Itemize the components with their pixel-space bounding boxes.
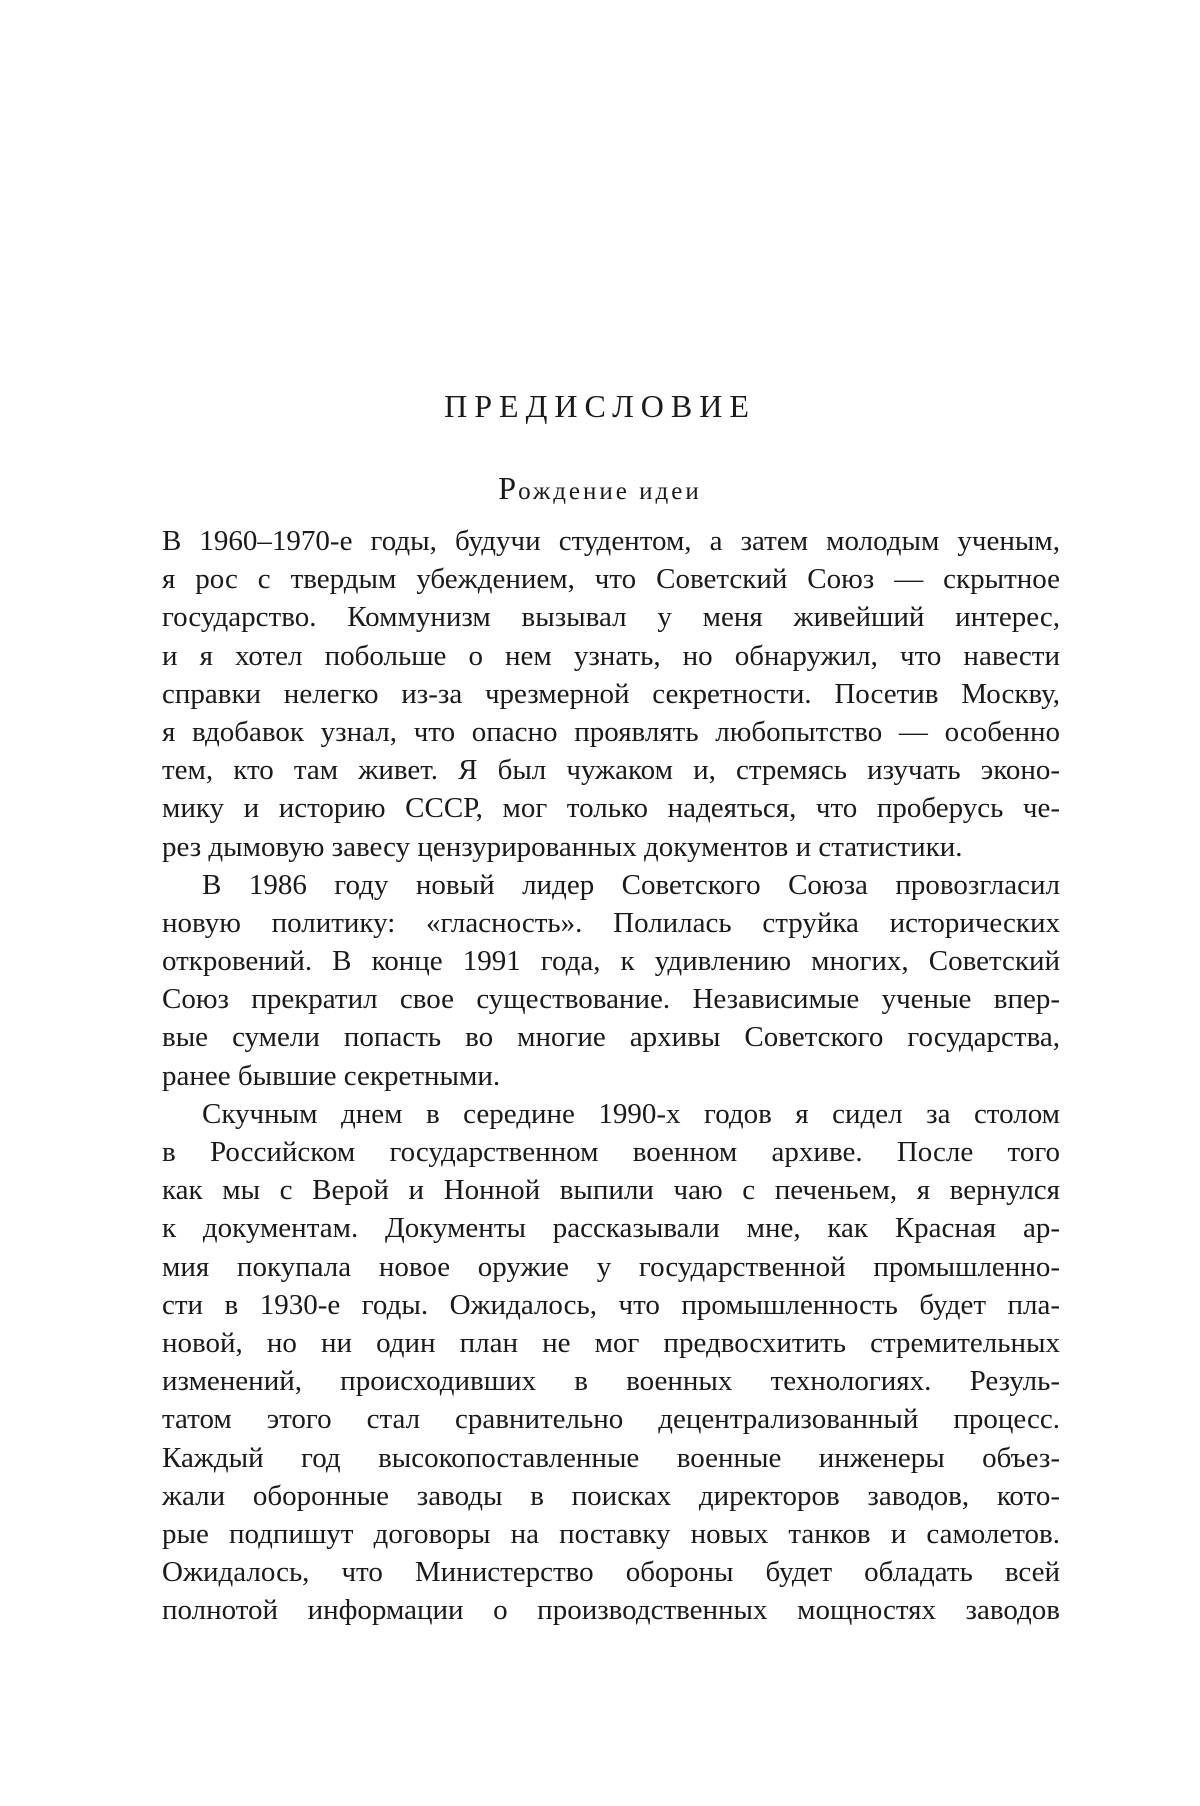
text-line: откровений. В конце 1991 года, к удивлению многих, Советский — [162, 945, 1060, 978]
text-line: я вдобавок узнал, что опасно проявлять любопытство — особенно — [162, 715, 1060, 748]
paragraph — [162, 1095, 1060, 1630]
text-line: Каждый год высокопоставленные военные инженеры объез- — [162, 1441, 1060, 1474]
text-line: В 1960–1970-е годы, будучи студентом, а затем молодым ученым, — [162, 525, 1060, 557]
text-line: жали оборонные заводы в поисках директоров заводов, кото- — [162, 1479, 1060, 1512]
text-line: Ожидалось, что Министерство обороны будет обладать всей — [162, 1556, 1060, 1589]
text-line: и я хотел побольше о нем узнать, но обнаружил, что навести — [162, 639, 1060, 672]
text-line: тем, кто там живет. Я был чужаком и, стремясь изучать эконо- — [162, 754, 1060, 787]
text-line: татом этого стал сравнительно децентрализованный процесс. — [162, 1403, 1060, 1436]
text-line: ранее бывшие секретными. — [162, 1059, 501, 1092]
text-line: Скучным днем в середине 1990-х годов я сидел за столом — [202, 1097, 1060, 1130]
text-line: мику и историю СССР, мог только надеяться, что проберусь че- — [162, 792, 1060, 825]
section-title — [0, 470, 1200, 507]
text-line: рые подпишут договоры на поставку новых танков и самолетов. — [162, 1517, 1060, 1550]
text-line: новой, но ни один план не мог предвосхитить стремительных — [162, 1326, 1060, 1359]
paragraph — [162, 866, 1060, 1095]
text-line: государство. Коммунизм вызывал у меня живейший интерес, — [162, 601, 1060, 634]
text-line: Союз прекратил свое существование. Независимые ученые впер- — [162, 983, 1060, 1016]
text-line: В 1986 году новый лидер Советского Союза провозгласил — [202, 868, 1060, 901]
text-line: как мы с Верой и Нонной выпили чаю с печеньем, я вернулся — [162, 1174, 1060, 1207]
text-line: вые сумели попасть во многие архивы Советского государства, — [162, 1021, 1060, 1054]
section-title-initial: Р — [498, 470, 519, 506]
text-line: я рос с твердым убеждением, что Советский Союз — скрытное — [162, 563, 1060, 596]
text-line: рез дымовую завесу цензурированных документов и статистики. — [162, 830, 963, 863]
text-line: в Российском государственном военном архиве. После того — [162, 1136, 1060, 1168]
text-line: справки нелегко из-за чрезмерной секретности. Посетив Москву, — [162, 677, 1060, 710]
text-line: к документам. Документы рассказывали мне, как Красная ар- — [162, 1212, 1060, 1245]
body-text — [162, 522, 1060, 1629]
section-title-smallcaps: ождение идеи — [518, 478, 702, 505]
text-line: новую политику: «гласность». Полилась струйка исторических — [162, 906, 1060, 939]
text-line: изменений, происходивших в военных технологиях. Резуль- — [162, 1365, 1060, 1398]
paragraph — [162, 522, 1060, 866]
text-line: мия покупала новое оружие у государственной промышленно- — [162, 1250, 1060, 1283]
chapter-title: ПРЕДИСЛОВИЕ — [444, 388, 756, 424]
text-line: полнотой информации о производственных мощностях заводов — [162, 1594, 1060, 1627]
text-line: сти в 1930-е годы. Ожидалось, что промышленность будет пла- — [162, 1288, 1060, 1321]
